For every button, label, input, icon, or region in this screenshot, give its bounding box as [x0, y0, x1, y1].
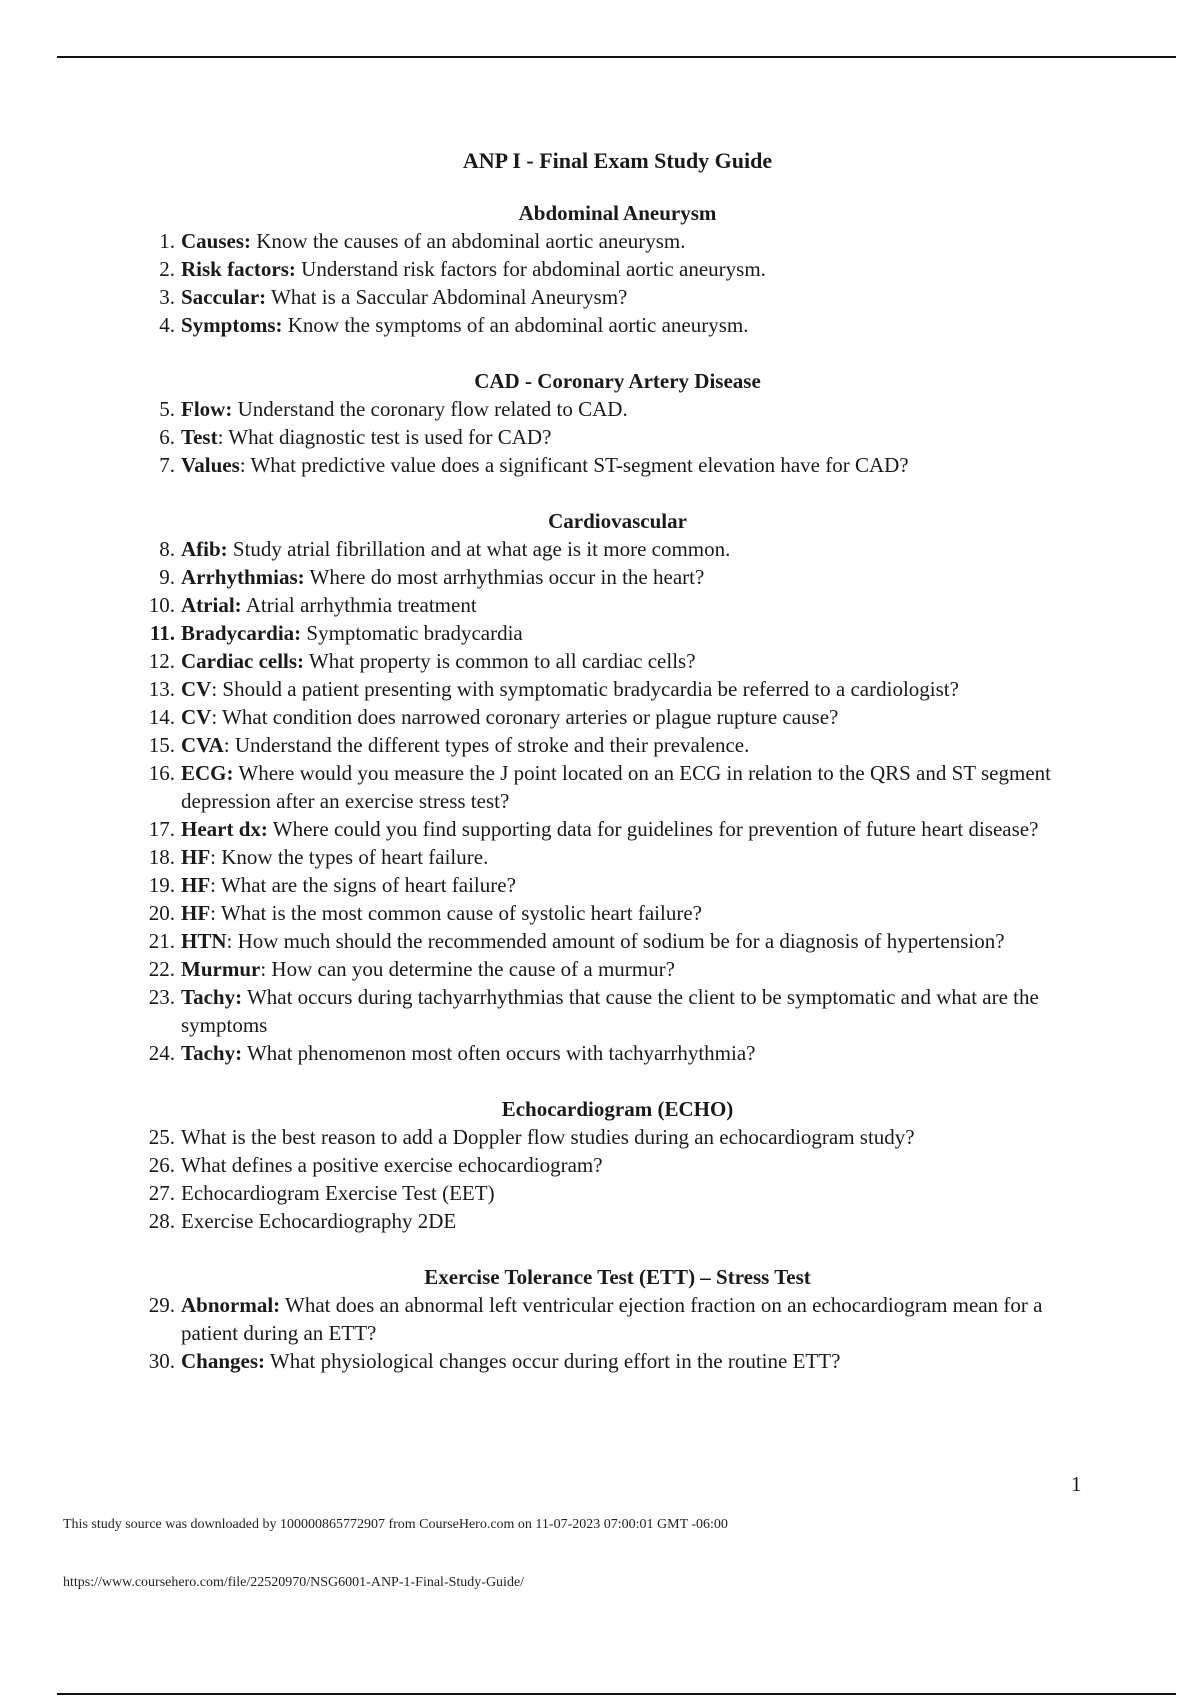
list-item: [145, 731, 1095, 759]
item-number: 17.: [148, 817, 175, 841]
list-item: [145, 983, 1095, 1039]
item-list: [145, 535, 1095, 1067]
item-text: : What is the most common cause of systolic heart failure?: [210, 901, 702, 925]
footer-url: https://www.coursehero.com/file/22520970/NSG6001-ANP-1-Final-Study-Guide/: [63, 1575, 525, 1590]
item-label: Murmur: [181, 957, 261, 981]
list-item: [145, 395, 1095, 423]
top-rule: [57, 56, 1176, 58]
list-item: [145, 1207, 1095, 1235]
item-label: Saccular:: [181, 285, 267, 309]
item-text: Exercise Echocardiography 2DE: [181, 1209, 457, 1233]
item-text: : Understand the different types of stroke and their prevalence.: [223, 733, 750, 757]
item-text: Where do most arrhythmias occur in the heart?: [304, 565, 705, 589]
item-number: 8.: [159, 537, 175, 561]
item-label: Arrhythmias:: [181, 565, 305, 589]
item-text: What physiological changes occur during effort in the routine ETT?: [265, 1349, 841, 1373]
item-number: 25.: [148, 1125, 175, 1149]
item-number: 2.: [159, 257, 175, 281]
item-number: 1.: [159, 229, 175, 253]
item-text: Know the causes of an abdominal aortic aneurysm.: [251, 229, 686, 253]
item-text: Where would you measure the J point located on an ECG in relation to the QRS and ST segment depression after an exercise stress test?: [181, 761, 1051, 813]
item-number: 22.: [148, 957, 175, 981]
item-label: CVA: [181, 733, 224, 757]
section: [145, 199, 1095, 339]
item-list: [145, 395, 1095, 479]
item-number: 29.: [148, 1293, 175, 1317]
item-number: 7.: [159, 453, 175, 477]
item-label: HF: [181, 901, 211, 925]
item-number: 5.: [159, 397, 175, 421]
item-label: Causes:: [181, 229, 252, 253]
item-text: What does an abnormal left ventricular ejection fraction on an echocardiogram mean for a patient during an ETT?: [181, 1293, 1043, 1345]
item-number: 12.: [148, 649, 175, 673]
item-number: 21.: [148, 929, 175, 953]
item-label: Tachy:: [181, 1041, 243, 1065]
item-label: Test: [181, 425, 218, 449]
item-number: 6.: [159, 425, 175, 449]
section: [145, 1263, 1095, 1375]
item-text: Symptomatic bradycardia: [301, 621, 523, 645]
item-list: [145, 1123, 1095, 1235]
list-item: [145, 703, 1095, 731]
item-list: [145, 1291, 1095, 1375]
list-item: [145, 675, 1095, 703]
study-guide-content: [145, 199, 1095, 1403]
item-label: Heart dx:: [181, 817, 268, 841]
item-number: 27.: [148, 1181, 175, 1205]
item-number: 20.: [148, 901, 175, 925]
section-title: CAD - Coronary Artery Disease: [474, 369, 761, 393]
item-list: [145, 227, 1095, 339]
page-title: ANP I - Final Exam Study Guide: [462, 148, 773, 173]
item-text: : What diagnostic test is used for CAD?: [217, 425, 552, 449]
item-number: 14.: [148, 705, 175, 729]
item-label: Atrial:: [181, 593, 242, 617]
list-item: [145, 647, 1095, 675]
item-label: Abnormal:: [181, 1293, 281, 1317]
item-text: : Should a patient presenting with symptomatic bradycardia be referred to a cardiologist?: [211, 677, 959, 701]
list-item: [145, 759, 1095, 815]
item-text: : What predictive value does a significant ST-segment elevation have for CAD?: [239, 453, 909, 477]
item-label: Risk factors:: [181, 257, 296, 281]
item-label: HF: [181, 845, 211, 869]
list-item: [145, 1347, 1095, 1375]
list-item: [145, 451, 1095, 479]
item-text: What defines a positive exercise echocardiogram?: [181, 1153, 603, 1177]
item-text: : How can you determine the cause of a murmur?: [260, 957, 675, 981]
list-item: [145, 899, 1095, 927]
item-number: 18.: [148, 845, 175, 869]
list-item: [145, 423, 1095, 451]
item-text: : What condition does narrowed coronary arteries or plague rupture cause?: [211, 705, 839, 729]
item-number: 10.: [148, 593, 175, 617]
footer-download-note: This study source was downloaded by 100000865772907 from CourseHero.com on 11-07-2023 07:00:01 GMT -06:00: [63, 1517, 728, 1532]
list-item: [145, 871, 1095, 899]
item-label: Tachy:: [181, 985, 243, 1009]
item-number: 15.: [148, 733, 175, 757]
section: [145, 507, 1095, 1067]
list-item: [145, 255, 1095, 283]
item-label: Symptoms:: [181, 313, 283, 337]
list-item: [145, 311, 1095, 339]
item-text: Understand the coronary flow related to CAD.: [232, 397, 628, 421]
item-label: Cardiac cells:: [181, 649, 305, 673]
item-number: 26.: [148, 1153, 175, 1177]
list-item: [145, 591, 1095, 619]
item-text: What is a Saccular Abdominal Aneurysm?: [266, 285, 628, 309]
list-item: [145, 843, 1095, 871]
section: [145, 1095, 1095, 1235]
item-number: 4.: [159, 313, 175, 337]
item-text: Atrial arrhythmia treatment: [241, 593, 477, 617]
item-label: Flow:: [181, 397, 233, 421]
item-text: Understand risk factors for abdominal aortic aneurysm.: [295, 257, 766, 281]
section-title: Cardiovascular: [548, 509, 687, 533]
item-text: Where could you find supporting data for guidelines for prevention of future heart disease?: [267, 817, 1039, 841]
item-label: ECG:: [181, 761, 234, 785]
item-label: HTN: [181, 929, 227, 953]
list-item: [145, 955, 1095, 983]
list-item: [145, 815, 1095, 843]
item-number: 28.: [148, 1209, 175, 1233]
item-label: Changes:: [181, 1349, 266, 1373]
item-label: CV: [181, 705, 212, 729]
item-text: Echocardiogram Exercise Test (EET): [181, 1181, 495, 1205]
list-item: [145, 619, 1095, 647]
item-number: 13.: [148, 677, 175, 701]
item-text: : How much should the recommended amount of sodium be for a diagnosis of hypertension?: [226, 929, 1005, 953]
item-label: HF: [181, 873, 211, 897]
item-text: What is the best reason to add a Doppler flow studies during an echocardiogram study?: [181, 1125, 915, 1149]
item-label: CV: [181, 677, 212, 701]
list-item: [145, 227, 1095, 255]
list-item: [145, 1291, 1095, 1347]
item-number: 3.: [159, 285, 175, 309]
item-label: Afib:: [181, 537, 228, 561]
list-item: [145, 927, 1095, 955]
item-number: 9.: [159, 565, 175, 589]
list-item: [145, 1151, 1095, 1179]
section: [145, 367, 1095, 479]
list-item: [145, 563, 1095, 591]
item-text: What property is common to all cardiac cells?: [304, 649, 696, 673]
item-number: 30.: [148, 1349, 175, 1373]
item-number: 16.: [148, 761, 175, 785]
item-text: Know the symptoms of an abdominal aortic aneurysm.: [282, 313, 749, 337]
item-number: 11.: [149, 621, 175, 645]
item-number: 24.: [148, 1041, 175, 1065]
list-item: [145, 1123, 1095, 1151]
list-item: [145, 1179, 1095, 1207]
item-text: : What are the signs of heart failure?: [210, 873, 516, 897]
list-item: [145, 283, 1095, 311]
item-number: 19.: [148, 873, 175, 897]
item-label: Values: [181, 453, 240, 477]
item-label: Bradycardia:: [181, 621, 302, 645]
page-number: 1: [1071, 1472, 1082, 1496]
list-item: [145, 1039, 1095, 1067]
section-title: Echocardiogram (ECHO): [501, 1097, 734, 1121]
item-text: Study atrial fibrillation and at what age is it more common.: [227, 537, 731, 561]
list-item: [145, 535, 1095, 563]
section-title: Exercise Tolerance Test (ETT) – Stress Test: [424, 1265, 811, 1289]
section-title: Abdominal Aneurysm: [518, 201, 717, 225]
item-text: : Know the types of heart failure.: [210, 845, 489, 869]
item-text: What occurs during tachyarrhythmias that cause the client to be symptomatic and what are the symptoms: [181, 985, 1039, 1037]
bottom-rule: [57, 1693, 1176, 1695]
item-text: What phenomenon most often occurs with tachyarrhythmia?: [242, 1041, 756, 1065]
item-number: 23.: [148, 985, 175, 1009]
